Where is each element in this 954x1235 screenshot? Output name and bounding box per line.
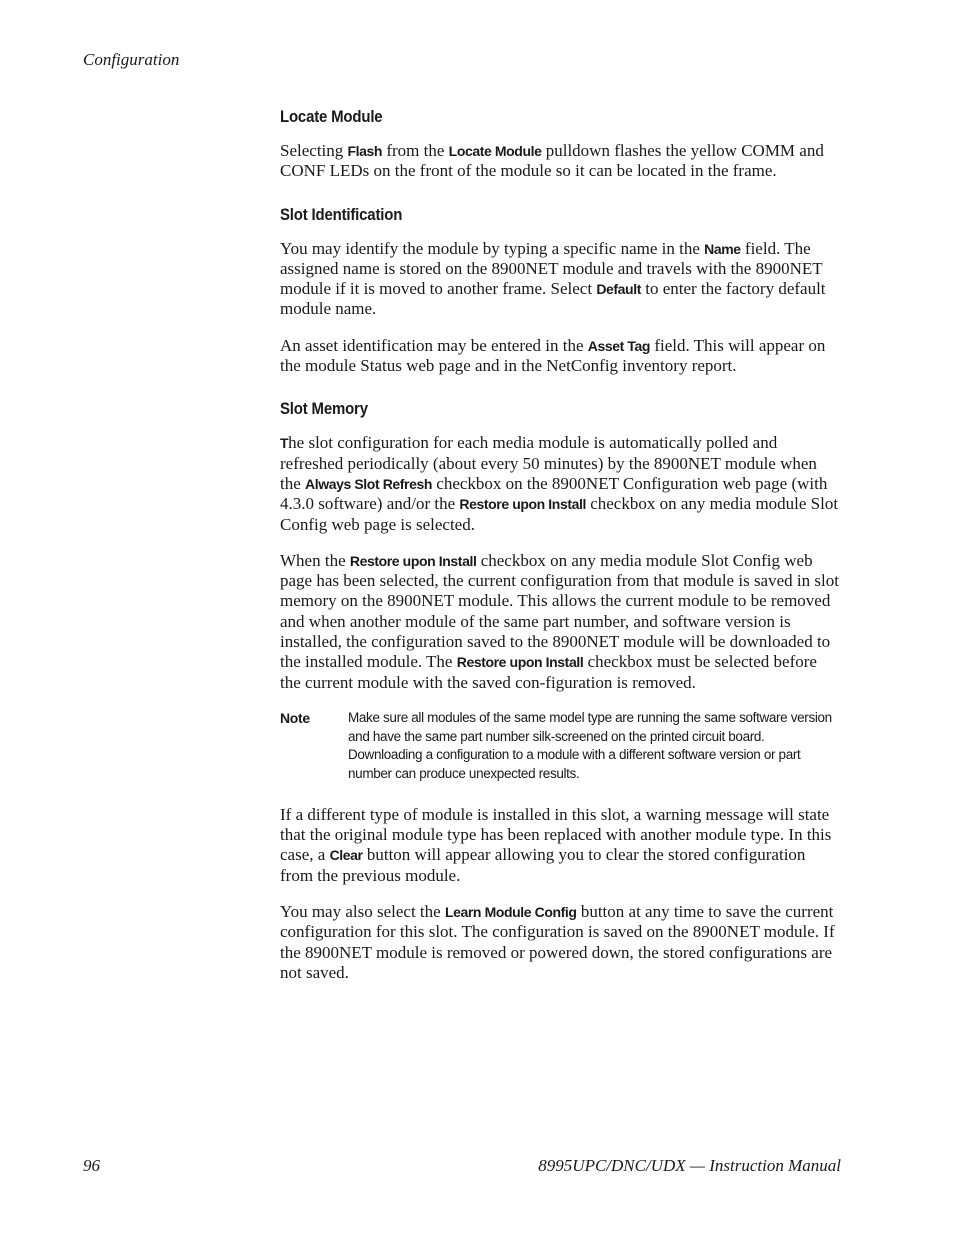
text: button will appear allowing you to clear the stored configuration from the previous module.	[280, 845, 806, 885]
ui-term-clear: Clear	[329, 847, 363, 864]
text: checkbox on the 8900NET Configuration web page (with 4.3.0 software) and/or the	[280, 473, 828, 514]
paragraph-slot-memory-2	[280, 551, 840, 693]
text: An asset identification may be entered in the	[280, 335, 588, 355]
text: checkbox on any media module Slot Config web page is selected.	[280, 494, 839, 534]
ui-term-name: Name	[704, 240, 741, 257]
note-block	[280, 709, 840, 784]
paragraph-slot-memory-1	[280, 433, 840, 534]
text: When the	[280, 550, 350, 570]
running-header: Configuration	[83, 50, 180, 69]
paragraph-slot-memory-4	[280, 902, 840, 983]
ui-term-restore-upon-install: Restore upon Install	[459, 496, 586, 513]
text: You may identify the module by typing a specific name in the	[280, 238, 705, 258]
heading-locate-module: Locate Module	[280, 107, 383, 126]
paragraph-slot-identification-1	[280, 239, 840, 320]
text: checkbox on any media module Slot Config web page has been selected, the current configuration from that module is saved in slot memory on the 8900NET module. This allows the current module to be removed and when another module of the same part number, and software version is installed, the configuration saved to the 8900NET module will be downloaded to the installed module. The	[280, 550, 839, 672]
note-text: Make sure all modules of the same model type are running the same software version and have the same part number silk-screened on the printed circuit board. Downloading a configuration to a module with a different software version or part number can produce unexpected results.	[348, 709, 832, 782]
text: If a different type of module is installed in this slot, a warning message will state that the original module type has been replaced with another module type. In this case, a	[280, 804, 832, 865]
page-content	[280, 106, 840, 999]
text: from the	[382, 141, 449, 160]
text: field. The assigned name is stored on the 8900NET module and travels with the 8900NET module if it is moved to another frame. Select	[280, 238, 823, 299]
text: he slot configuration for each media module is automatically polled and refreshed periodically (about every 50 minutes) by the 8900NET module when the	[280, 433, 817, 493]
ui-term-learn-module-config: Learn Module Config	[444, 903, 577, 920]
paragraph-locate-module	[280, 141, 840, 182]
text: button at any time to save the current configuration for this slot. The configuration is saved on the 8900NET module. If the 8900NET module is removed or powered down, the stored configurations are not saved.	[280, 901, 835, 982]
ui-term-asset-tag: Asset Tag	[587, 337, 651, 354]
heading-slot-memory: Slot Memory	[280, 399, 368, 419]
ui-term-default: Default	[596, 281, 641, 298]
text: to enter the factory default module name.	[280, 279, 826, 319]
text: pulldown flashes the yellow COMM and CONF LEDs on the front of the module so it can be located in the frame.	[280, 141, 824, 181]
text: checkbox must be selected before the current module with the saved con-figuration is removed.	[280, 652, 817, 692]
note-label: Note	[280, 709, 310, 726]
ui-initial-letter: T	[280, 435, 289, 452]
ui-term-flash: Flash	[347, 143, 383, 159]
heading-slot-identification: Slot Identification	[280, 204, 403, 224]
ui-term-locate-module: Locate Module	[448, 143, 542, 159]
text: field. This will appear on the module Status web page and in the NetConfig inventory report.	[280, 335, 826, 376]
page-number: 96	[83, 1156, 100, 1175]
ui-term-restore-upon-install: Restore upon Install	[456, 654, 584, 671]
text: Selecting	[280, 141, 348, 160]
paragraph-slot-identification-2	[280, 336, 840, 377]
ui-term-restore-upon-install: Restore upon Install	[349, 552, 477, 569]
text: You may also select the	[280, 901, 445, 921]
ui-term-always-slot-refresh: Always Slot Refresh	[305, 475, 433, 492]
manual-title: 8995UPC/DNC/UDX — Instruction Manual	[538, 1156, 841, 1175]
paragraph-slot-memory-3	[280, 805, 840, 886]
